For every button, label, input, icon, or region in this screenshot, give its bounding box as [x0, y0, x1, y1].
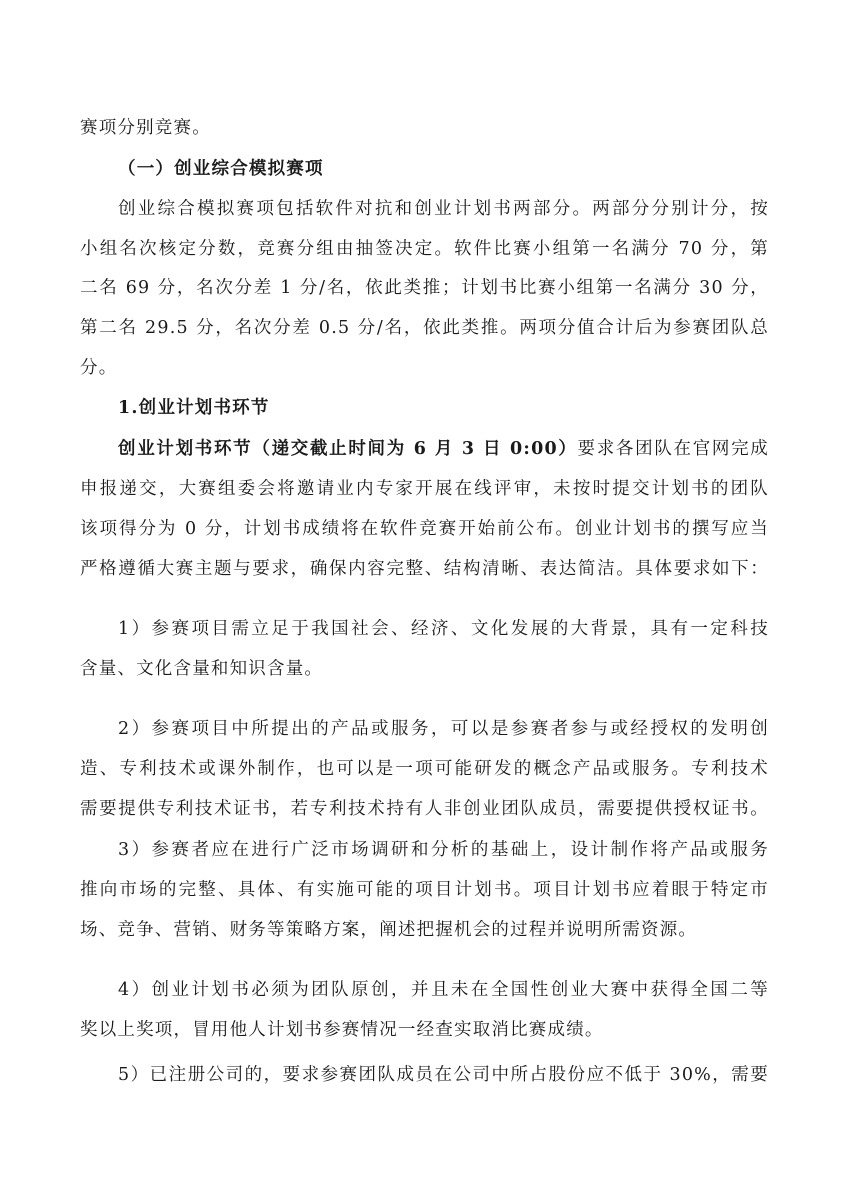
paragraph-line: 分。 — [80, 358, 118, 378]
list-item-4-line: 奖以上奖项，冒用他人计划书参赛情况一经查实取消比赛成绩。 — [80, 1020, 604, 1040]
list-item-1-line: 含量、文化含量和知识含量。 — [80, 659, 324, 679]
list-item-5-line: 5）已注册公司的，要求参赛团队成员在公司中所占股份应不低于 30%，需要 — [118, 1065, 769, 1085]
paragraph-line: 二名 69 分，名次分差 1 分/名，依此类推；计划书比赛小组第一名满分 30 分， — [80, 278, 769, 298]
list-item-3-line: 场、竞争、营销、财务等策略方案，阐述把握机会的过程并说明所需资源。 — [80, 920, 698, 940]
paragraph-line: 申报递交，大赛组委会将邀请业内专家开展在线评审，未按时提交计划书的团队 — [80, 479, 769, 499]
paragraph-line: 第二名 29.5 分，名次分差 0.5 分/名，依此类推。两项分值合计后为参赛团队总 — [80, 318, 769, 338]
list-item-3-line: 3）参赛者应在进行广泛市场调研和分析的基础上，设计制作将产品或服务 — [118, 840, 769, 860]
paragraph-line: 严格遵循大赛主题与要求，确保内容完整、结构清晰、表达简洁。具体要求如下： — [80, 559, 769, 579]
paragraph-line: 赛项分别竞赛。 — [80, 118, 211, 138]
paragraph-line: 该项得分为 0 分，计划书成绩将在软件竞赛开始前公布。创业计划书的撰写应当 — [80, 519, 769, 539]
deadline-bold-text: 创业计划书环节（递交截止时间为 6 月 3 日 0:00） — [118, 439, 578, 459]
paragraph-line: 创业综合模拟赛项包括软件对抗和创业计划书两部分。两部分分别计分，按 — [118, 199, 769, 219]
subsection-heading: 1.创业计划书环节 — [118, 398, 270, 418]
list-item-1-line: 1）参赛项目需立足于我国社会、经济、文化发展的大背景，具有一定科技 — [118, 619, 769, 639]
deadline-line — [118, 437, 769, 461]
list-item-2-line: 造、专利技术或课外制作，也可以是一项可能研发的概念产品或服务。专利技术 — [80, 759, 769, 779]
paragraph-line: 小组名次核定分数，竞赛分组由抽签决定。软件比赛小组第一名满分 70 分，第 — [80, 239, 769, 259]
list-item-3-line: 推向市场的完整、具体、有实施可能的项目计划书。项目计划书应着眼于特定市 — [80, 880, 769, 900]
list-item-4-line: 4）创业计划书必须为团队原创，并且未在全国性创业大赛中获得全国二等 — [118, 980, 769, 1000]
deadline-rest-text: 要求各团队在官网完成 — [577, 439, 770, 459]
section-heading: （一）创业综合模拟赛项 — [118, 159, 324, 179]
list-item-2-line: 需要提供专利技术证书，若专利技术持有人非创业团队成员，需要提供授权证书。 — [80, 799, 769, 819]
list-item-2-line: 2）参赛项目中所提出的产品或服务，可以是参赛者参与或经授权的发明创 — [118, 719, 769, 739]
